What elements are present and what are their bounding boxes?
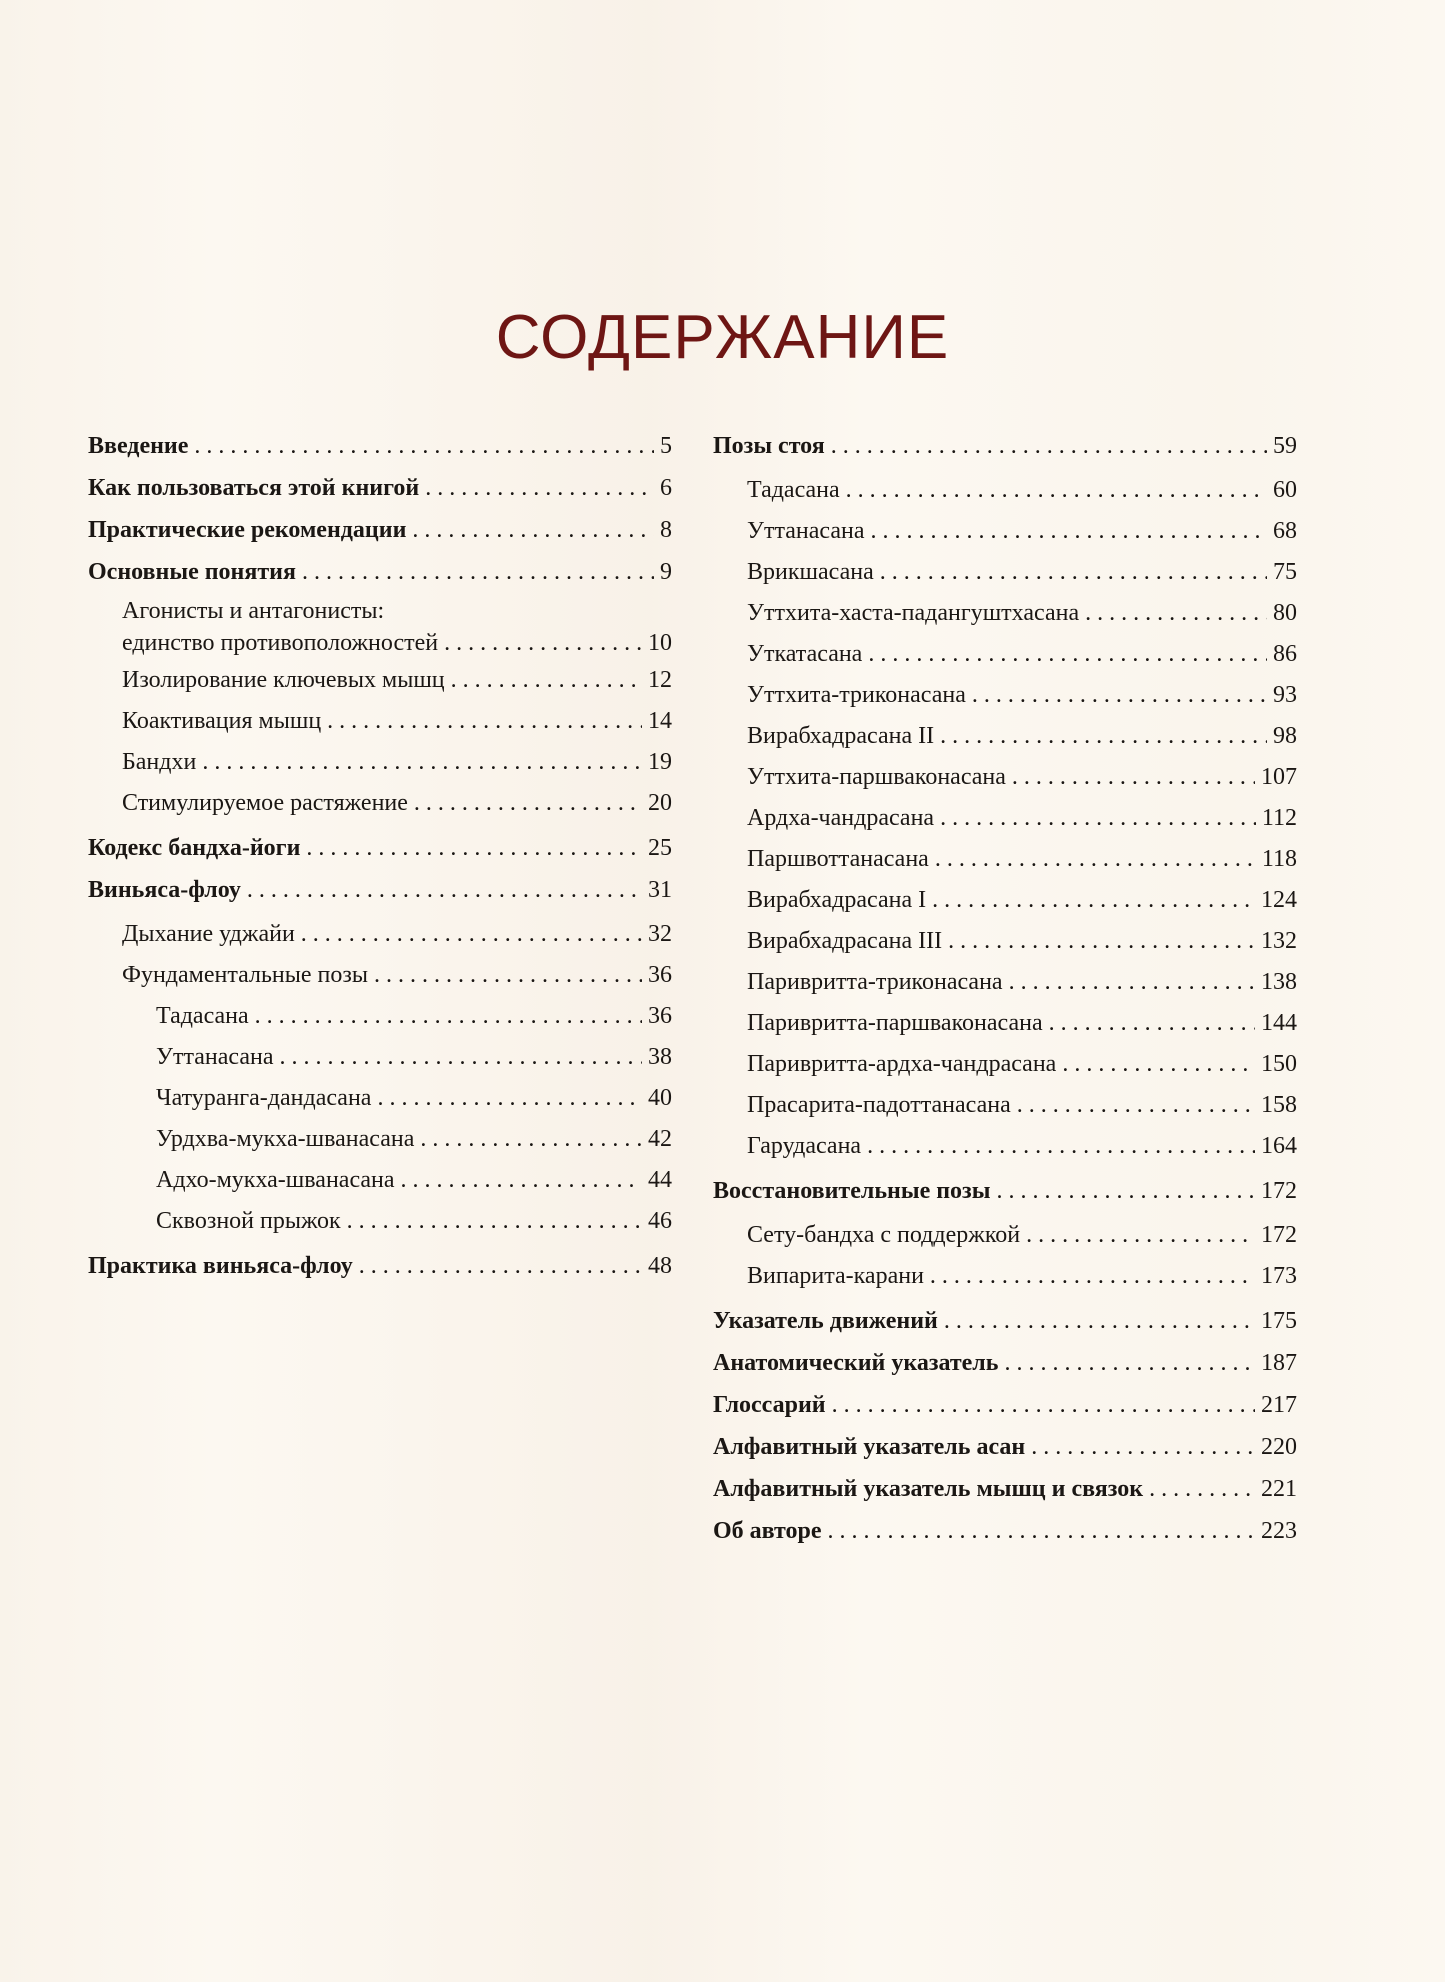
toc-entry-label: Введение bbox=[88, 433, 189, 459]
toc-entry-label-continued: единство противоположностей bbox=[122, 630, 439, 656]
toc-entry[interactable] bbox=[713, 1126, 1297, 1167]
toc-entry-label: Алфавитный указатель мышц и связок bbox=[713, 1476, 1144, 1502]
toc-entry[interactable] bbox=[713, 1003, 1297, 1044]
dot-leader bbox=[401, 1160, 642, 1201]
toc-entry-label: Как пользоваться этой книгой bbox=[88, 475, 420, 501]
dot-leader bbox=[1031, 1429, 1255, 1465]
toc-entry-page: 221 bbox=[1261, 1476, 1297, 1502]
toc-entry[interactable] bbox=[88, 1037, 672, 1078]
dot-leader bbox=[255, 996, 642, 1037]
toc-entry-label: Кодекс бандха-йоги bbox=[88, 835, 301, 861]
toc-entry[interactable] bbox=[713, 675, 1297, 716]
toc-entry-label: Об авторе bbox=[713, 1518, 822, 1544]
toc-entry-label: Чатуранга-дандасана bbox=[156, 1085, 372, 1111]
toc-entry-label: Паривритта-ардха-чандрасана bbox=[747, 1051, 1057, 1077]
dot-leader bbox=[301, 914, 642, 955]
dot-leader bbox=[202, 742, 642, 783]
dot-leader bbox=[451, 660, 642, 701]
toc-entry-label: Виньяса-флоу bbox=[88, 877, 241, 903]
toc-entry[interactable] bbox=[88, 783, 672, 824]
dot-leader bbox=[1085, 593, 1267, 634]
toc-entry-page: 75 bbox=[1273, 559, 1297, 585]
toc-entry[interactable] bbox=[713, 1471, 1297, 1507]
toc-entry-label: Уттхита-паршваконасана bbox=[747, 764, 1006, 790]
toc-entry-label: Глоссарий bbox=[713, 1392, 826, 1418]
dot-leader bbox=[1149, 1471, 1255, 1507]
toc-entry-label: Уткатасана bbox=[747, 641, 863, 667]
toc-entry-page: 32 bbox=[648, 921, 672, 947]
toc-entry[interactable] bbox=[713, 1513, 1297, 1549]
toc-entry-label: Адхо-мукха-шванасана bbox=[156, 1167, 395, 1193]
toc-entry-page: 12 bbox=[648, 667, 672, 693]
dot-leader bbox=[972, 675, 1267, 716]
toc-entry-page: 172 bbox=[1261, 1178, 1297, 1204]
toc-entry-page: 60 bbox=[1273, 477, 1297, 503]
toc-entry-label: Врикшасана bbox=[747, 559, 874, 585]
dot-leader bbox=[414, 783, 642, 824]
dot-leader bbox=[425, 470, 654, 506]
toc-entry-page: 217 bbox=[1261, 1392, 1297, 1418]
toc-entry[interactable] bbox=[713, 428, 1297, 464]
toc-entry[interactable] bbox=[88, 914, 672, 955]
dot-leader bbox=[280, 1037, 642, 1078]
toc-entry-label: Позы стоя bbox=[713, 433, 825, 459]
dot-leader bbox=[944, 1303, 1255, 1339]
toc-entry-page: 187 bbox=[1261, 1350, 1297, 1376]
toc-entry-label: Изолирование ключевых мышц bbox=[122, 667, 445, 693]
toc-entry[interactable] bbox=[713, 839, 1297, 880]
dot-leader bbox=[327, 701, 642, 742]
toc-entry-page: 118 bbox=[1261, 846, 1297, 872]
toc-entry-label: Дыхание уджайи bbox=[122, 921, 295, 947]
toc-entry-label: Уттхита-хаста-падангуштхасана bbox=[747, 600, 1080, 626]
toc-entry[interactable] bbox=[88, 554, 672, 590]
toc-entry[interactable] bbox=[713, 1085, 1297, 1126]
toc-entry-label: Основные понятия bbox=[88, 559, 296, 585]
toc-entry[interactable] bbox=[88, 1119, 672, 1160]
dot-leader bbox=[420, 1119, 642, 1160]
toc-entry-label: Анатомический указатель bbox=[713, 1350, 999, 1376]
dot-leader bbox=[867, 1126, 1255, 1167]
toc-entry-page: 10 bbox=[648, 630, 672, 656]
dot-leader bbox=[302, 554, 654, 590]
toc-entry[interactable] bbox=[88, 955, 672, 996]
toc-entry[interactable] bbox=[713, 962, 1297, 1003]
toc-entry[interactable] bbox=[713, 1215, 1297, 1256]
toc-entry-page: 144 bbox=[1261, 1010, 1297, 1036]
toc-entry-label: Тадасана bbox=[156, 1003, 249, 1029]
dot-leader bbox=[996, 1173, 1255, 1209]
toc-entry-page: 42 bbox=[648, 1126, 672, 1152]
toc-entry-page: 20 bbox=[648, 790, 672, 816]
dot-leader bbox=[374, 955, 642, 996]
toc-entry[interactable] bbox=[713, 552, 1297, 593]
toc-entry[interactable] bbox=[713, 921, 1297, 962]
toc-entry-label: Тадасана bbox=[747, 477, 840, 503]
toc-entry-page: 14 bbox=[648, 708, 672, 734]
toc-entry[interactable] bbox=[713, 1256, 1297, 1297]
toc-entry-page: 164 bbox=[1261, 1133, 1297, 1159]
toc-left-column bbox=[88, 428, 672, 1290]
toc-entry-page: 175 bbox=[1261, 1308, 1297, 1334]
toc-entry[interactable] bbox=[88, 660, 672, 701]
toc-entry-label: Ардха-чандрасана bbox=[747, 805, 935, 831]
dot-leader bbox=[412, 512, 654, 548]
toc-entry-page: 46 bbox=[648, 1208, 672, 1234]
toc-entry[interactable] bbox=[88, 1160, 672, 1201]
dot-leader bbox=[347, 1201, 642, 1242]
toc-entry-page: 93 bbox=[1273, 682, 1297, 708]
toc-entry-page: 6 bbox=[660, 475, 672, 501]
toc-entry-page: 68 bbox=[1273, 518, 1297, 544]
toc-entry-page: 19 bbox=[648, 749, 672, 775]
toc-entry[interactable] bbox=[713, 716, 1297, 757]
dot-leader bbox=[871, 511, 1267, 552]
toc-entry-page: 36 bbox=[648, 1003, 672, 1029]
dot-leader bbox=[194, 428, 654, 464]
page-title: СОДЕРЖАНИЕ bbox=[495, 303, 950, 372]
toc-entry-label: Сету-бандха с поддержкой bbox=[747, 1222, 1021, 1248]
toc-entry-page: 173 bbox=[1261, 1263, 1297, 1289]
toc-entry[interactable] bbox=[713, 880, 1297, 921]
dot-leader bbox=[1062, 1044, 1255, 1085]
toc-entry[interactable] bbox=[88, 701, 672, 742]
toc-entry-page: 80 bbox=[1273, 600, 1297, 626]
toc-entry[interactable] bbox=[713, 593, 1297, 634]
dot-leader bbox=[1017, 1085, 1255, 1126]
dot-leader bbox=[831, 428, 1267, 464]
toc-entry-label: Уттанасана bbox=[747, 518, 865, 544]
toc-entry-page: 158 bbox=[1261, 1092, 1297, 1118]
toc-entry-page: 86 bbox=[1273, 641, 1297, 667]
toc-entry-label: Агонисты и антагонисты: bbox=[122, 598, 385, 624]
toc-entry-page: 124 bbox=[1261, 887, 1297, 913]
dot-leader bbox=[935, 839, 1256, 880]
toc-entry[interactable] bbox=[713, 798, 1297, 839]
toc-entry-label: Прасарита-падоттанасана bbox=[747, 1092, 1011, 1118]
dot-leader bbox=[948, 921, 1255, 962]
toc-entry-page: 98 bbox=[1273, 723, 1297, 749]
toc-entry-label: Вирабхадрасана III bbox=[747, 928, 943, 954]
toc-entry[interactable] bbox=[713, 1387, 1297, 1423]
dot-leader bbox=[832, 1387, 1255, 1423]
toc-entry-label: Бандхи bbox=[122, 749, 197, 775]
dot-leader bbox=[940, 716, 1267, 757]
toc-entry-page: 220 bbox=[1261, 1434, 1297, 1460]
toc-entry-label: Вирабхадрасана II bbox=[747, 723, 935, 749]
toc-entry-label: Уттанасана bbox=[156, 1044, 274, 1070]
toc-entry-page: 150 bbox=[1261, 1051, 1297, 1077]
toc-entry-label: Фундаментальные позы bbox=[122, 962, 368, 988]
toc-entry-page: 25 bbox=[648, 835, 672, 861]
dot-leader bbox=[247, 872, 642, 908]
toc-entry-page: 38 bbox=[648, 1044, 672, 1070]
toc-entry-label: Алфавитный указатель асан bbox=[713, 1434, 1026, 1460]
dot-leader bbox=[846, 470, 1267, 511]
dot-leader bbox=[828, 1513, 1255, 1549]
toc-entry-label: Вирабхадрасана I bbox=[747, 887, 927, 913]
dot-leader bbox=[1009, 962, 1255, 1003]
dot-leader bbox=[940, 798, 1256, 839]
toc-entry[interactable] bbox=[713, 1173, 1297, 1209]
toc-entry-label: Урдхва-мукха-шванасана bbox=[156, 1126, 415, 1152]
toc-entry-page: 8 bbox=[660, 517, 672, 543]
toc-entry[interactable] bbox=[88, 830, 672, 866]
toc-entry-page: 107 bbox=[1261, 764, 1297, 790]
toc-entry[interactable] bbox=[88, 1078, 672, 1119]
dot-leader bbox=[868, 634, 1267, 675]
toc-entry-label: Паршвоттанасана bbox=[747, 846, 929, 872]
dot-leader bbox=[932, 880, 1255, 921]
toc-entry-label: Практика виньяса-флоу bbox=[88, 1253, 353, 1279]
toc-entry[interactable] bbox=[88, 1201, 672, 1242]
toc-entry-page: 112 bbox=[1261, 805, 1297, 831]
toc-entry[interactable] bbox=[88, 596, 672, 660]
toc-entry-label: Коактивация мышц bbox=[122, 708, 322, 734]
toc-entry-label: Гарудасана bbox=[747, 1133, 862, 1159]
toc-entry-page: 223 bbox=[1261, 1518, 1297, 1544]
toc-entry[interactable] bbox=[88, 512, 672, 548]
toc-entry-page: 40 bbox=[648, 1085, 672, 1111]
dot-leader bbox=[359, 1248, 642, 1284]
toc-entry-label: Випарита-карани bbox=[747, 1263, 924, 1289]
toc-entry-page: 31 bbox=[648, 877, 672, 903]
toc-entry[interactable] bbox=[88, 996, 672, 1037]
dot-leader bbox=[306, 830, 642, 866]
dot-leader bbox=[1026, 1215, 1255, 1256]
toc-entry-page: 5 bbox=[660, 433, 672, 459]
dot-leader bbox=[880, 552, 1267, 593]
toc-entry-label: Восстановительные позы bbox=[713, 1178, 991, 1204]
toc-entry[interactable] bbox=[88, 470, 672, 506]
toc-entry[interactable] bbox=[713, 511, 1297, 552]
toc-entry-page: 36 bbox=[648, 962, 672, 988]
toc-entry[interactable] bbox=[88, 872, 672, 908]
toc-entry[interactable] bbox=[713, 757, 1297, 798]
toc-entry-page: 138 bbox=[1261, 969, 1297, 995]
toc-entry-page: 44 bbox=[648, 1167, 672, 1193]
toc-entry-page: 59 bbox=[1273, 433, 1297, 459]
toc-entry[interactable] bbox=[713, 1303, 1297, 1339]
toc-entry[interactable] bbox=[713, 1429, 1297, 1465]
toc-entry[interactable] bbox=[713, 470, 1297, 511]
toc-entry[interactable] bbox=[713, 1345, 1297, 1381]
toc-entry-label: Стимулируемое растяжение bbox=[122, 790, 408, 816]
toc-entry-label: Практические рекомендации bbox=[88, 517, 407, 543]
toc-entry[interactable] bbox=[88, 1248, 672, 1284]
dot-leader bbox=[1012, 757, 1255, 798]
toc-entry-page: 172 bbox=[1261, 1222, 1297, 1248]
dot-leader bbox=[930, 1256, 1255, 1297]
toc-entry-label: Сквозной прыжок bbox=[156, 1208, 341, 1234]
toc-entry-label: Уттхита-триконасана bbox=[747, 682, 966, 708]
dot-leader bbox=[444, 626, 642, 660]
dot-leader bbox=[1049, 1003, 1255, 1044]
toc-entry[interactable] bbox=[88, 742, 672, 783]
toc-entry-label: Указатель движений bbox=[713, 1308, 938, 1334]
toc-entry-page: 9 bbox=[660, 559, 672, 585]
toc-entry-label: Паривритта-триконасана bbox=[747, 969, 1003, 995]
dot-leader bbox=[1004, 1345, 1255, 1381]
toc-right-column bbox=[713, 428, 1297, 1555]
toc-entry-label: Паривритта-паршваконасана bbox=[747, 1010, 1043, 1036]
toc-entry[interactable] bbox=[713, 1044, 1297, 1085]
toc-entry-page: 48 bbox=[648, 1253, 672, 1279]
toc-entry-page: 132 bbox=[1261, 928, 1297, 954]
dot-leader bbox=[377, 1078, 642, 1119]
toc-entry[interactable] bbox=[88, 428, 672, 464]
toc-entry[interactable] bbox=[713, 634, 1297, 675]
